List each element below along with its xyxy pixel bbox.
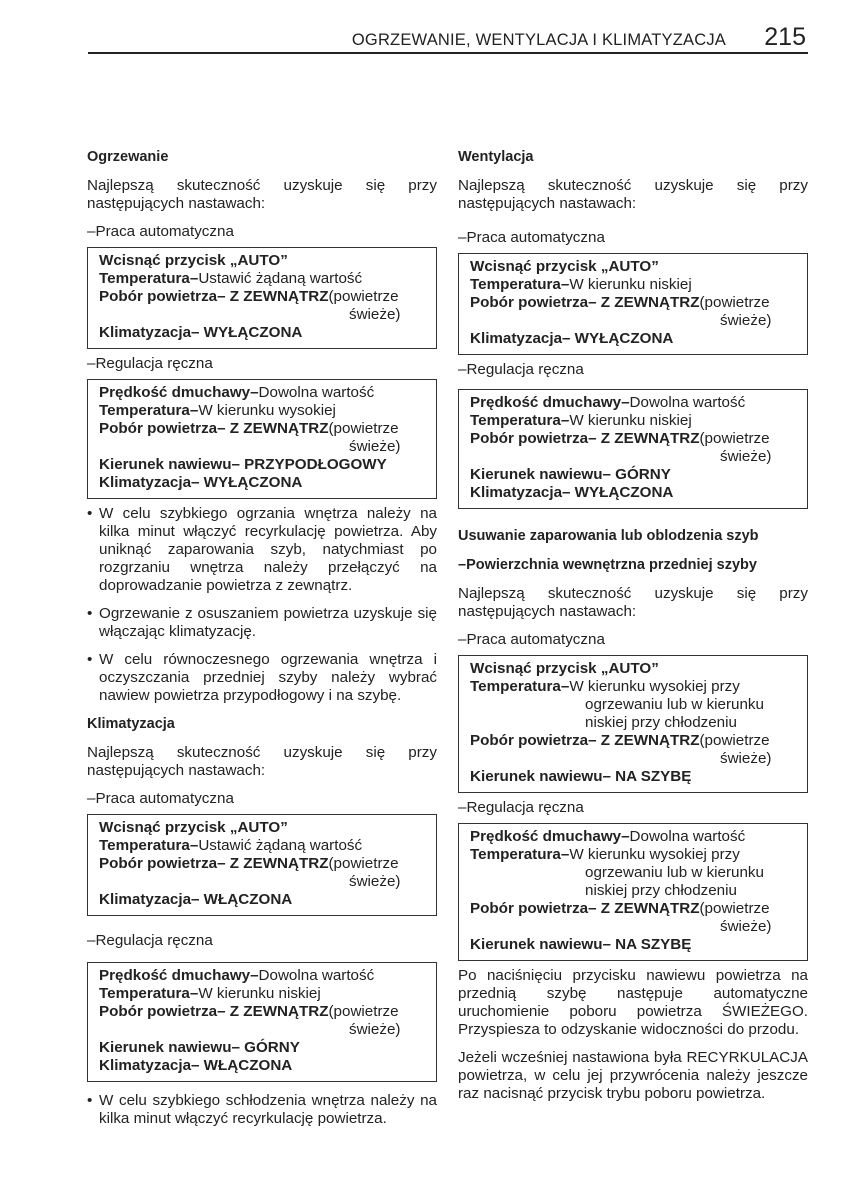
box-line: Klimatyzacja– WYŁĄCZONA (99, 474, 303, 491)
box-value: Dowolna wartość (258, 384, 375, 401)
right-column (458, 148, 808, 1113)
box-line: Wcisnąć przycisk „AUTO” (99, 819, 288, 836)
ac-manual-box (87, 962, 437, 1082)
defog-heading: Usuwanie zaparowania lub oblodzenia szyb (458, 528, 759, 544)
box-line: Wcisnąć przycisk „AUTO” (470, 258, 659, 275)
box-key: Pobór powietrza– Z ZEWNĄTRZ (99, 1003, 329, 1020)
box-continuation: ogrzewaniu lub w kierunku (585, 696, 764, 713)
box-line: Wcisnąć przycisk „AUTO” (470, 660, 659, 677)
box-key: Temperatura– (470, 678, 570, 695)
box-continuation: świeże) (720, 918, 772, 935)
heating-manual-box (87, 379, 437, 499)
box-continuation: świeże) (349, 1021, 401, 1038)
box-key: Pobór powietrza– Z ZEWNĄTRZ (470, 294, 700, 311)
box-value: W kierunku niskiej (569, 412, 692, 429)
box-continuation: świeże) (720, 448, 772, 465)
box-value: (powietrze (699, 430, 770, 447)
heating-manual-label: –Regulacja ręczna (87, 355, 213, 372)
box-value: Ustawić żądaną wartość (198, 270, 363, 287)
box-line: Kierunek nawiewu– GÓRNY (99, 1039, 300, 1056)
box-line: Kierunek nawiewu– PRZYPODŁOGOWY (99, 456, 387, 473)
box-line: Kierunek nawiewu– GÓRNY (470, 466, 671, 483)
page-number: 215 (764, 23, 806, 51)
box-continuation: świeże) (349, 873, 401, 890)
box-value: W kierunku wysokiej przy (569, 678, 740, 695)
box-key: Prędkość dmuchawy– (470, 394, 630, 411)
bullet-item: • W celu szybkiego schłodzenia wnętrza należy na kilka minut włączyć recyrkulację powietrza. (87, 1092, 437, 1128)
box-value: W kierunku niskiej (198, 985, 321, 1002)
box-line: Wcisnąć przycisk „AUTO” (99, 252, 288, 269)
bullet-item: • W celu równoczesnego ogrzewania wnętrza i oczyszczania przedniej szyby należy wybrać nawiew powietrza przypodłogowy i na szybę. (87, 651, 437, 705)
box-value: (powietrze (328, 855, 399, 872)
ventilation-heading: Wentylacja (458, 149, 534, 165)
box-line: Klimatyzacja– WŁĄCZONA (99, 891, 293, 908)
box-key: Temperatura– (470, 276, 570, 293)
defog-auto-label: –Praca automatyczna (458, 631, 605, 648)
ac-auto-label: –Praca automatyczna (87, 790, 234, 807)
box-continuation: świeże) (349, 438, 401, 455)
box-value: Ustawić żądaną wartość (198, 837, 363, 854)
box-value: (powietrze (699, 732, 770, 749)
box-key: Temperatura– (470, 846, 570, 863)
box-key: Temperatura– (470, 412, 570, 429)
chapter-title: OGRZEWANIE, WENTYLACJA I KLIMATYZACJA (351, 31, 726, 49)
box-continuation: niskiej przy chłodzeniu (585, 882, 737, 899)
ac-intro: Najlepszą skuteczność uzyskuje się przy następujących nastawach: (87, 744, 437, 779)
box-key: Pobór powietrza– Z ZEWNĄTRZ (99, 855, 329, 872)
box-value: (powietrze (699, 294, 770, 311)
box-value: Dowolna wartość (629, 828, 746, 845)
defog-note-2: Jeżeli wcześniej nastawiona była RECYRKULACJA powietrza, w celu jej przywrócenia należy jeszcze raz nacisnąć przycisk trybu poboru powietrza. (458, 1049, 808, 1102)
box-key: Temperatura– (99, 270, 199, 287)
defog-auto-box (458, 655, 808, 793)
defog-note-1: Po naciśnięciu przycisku nawiewu powietrza na przednią szybę następuje automatyczne uruchomienie poboru powietrza ŚWIEŻEGO. Przyspiesza to odzyskanie widoczności do przodu. (458, 967, 808, 1038)
heating-intro: Najlepszą skuteczność uzyskuje się przy następujących nastawach: (87, 177, 437, 212)
box-continuation: ogrzewaniu lub w kierunku (585, 864, 764, 881)
box-value: Dowolna wartość (258, 967, 375, 984)
box-key: Pobór powietrza– Z ZEWNĄTRZ (470, 900, 700, 917)
left-column (87, 148, 437, 1138)
ac-auto-box (87, 814, 437, 916)
box-continuation: świeże) (349, 306, 401, 323)
box-value: Dowolna wartość (629, 394, 746, 411)
box-line: Klimatyzacja– WYŁĄCZONA (99, 324, 303, 341)
ventilation-auto-box (458, 253, 808, 355)
defog-subheading: –Powierzchnia wewnętrzna przedniej szyby (458, 557, 757, 573)
box-value: W kierunku niskiej (569, 276, 692, 293)
box-value: W kierunku wysokiej przy (569, 846, 740, 863)
box-key: Temperatura– (99, 837, 199, 854)
ac-manual-label: –Regulacja ręczna (87, 932, 213, 949)
box-key: Pobór powietrza– Z ZEWNĄTRZ (470, 732, 700, 749)
box-line: Klimatyzacja– WŁĄCZONA (99, 1057, 293, 1074)
ventilation-auto-label: –Praca automatyczna (458, 229, 605, 246)
bullet-item: • W celu szybkiego ogrzania wnętrza należy na kilka minut włączyć recyrkulację powietrza. Aby uniknąć zaparowania szyb, natychmiast po rozgrzaniu wnętrza należy przełączyć na doprowadzanie powietrza z zewnątrz. (87, 505, 437, 595)
box-continuation: świeże) (720, 750, 772, 767)
box-value: (powietrze (699, 900, 770, 917)
box-value: W kierunku wysokiej (198, 402, 336, 419)
ventilation-manual-label: –Regulacja ręczna (458, 361, 584, 378)
box-value: (powietrze (328, 1003, 399, 1020)
box-key: Temperatura– (99, 402, 199, 419)
box-line: Klimatyzacja– WYŁĄCZONA (470, 484, 674, 501)
ventilation-intro: Najlepszą skuteczność uzyskuje się przy następujących nastawach: (458, 177, 808, 212)
box-line: Kierunek nawiewu– NA SZYBĘ (470, 768, 692, 785)
ventilation-manual-box (458, 389, 808, 509)
heating-auto-box (87, 247, 437, 349)
box-continuation: świeże) (720, 312, 772, 329)
defog-manual-label: –Regulacja ręczna (458, 799, 584, 816)
page-header (88, 23, 808, 54)
ac-heading: Klimatyzacja (87, 716, 175, 732)
box-key: Pobór powietrza– Z ZEWNĄTRZ (470, 430, 700, 447)
box-key: Prędkość dmuchawy– (99, 384, 259, 401)
box-key: Prędkość dmuchawy– (99, 967, 259, 984)
box-key: Temperatura– (99, 985, 199, 1002)
box-value: (powietrze (328, 420, 399, 437)
box-key: Pobór powietrza– Z ZEWNĄTRZ (99, 288, 329, 305)
defog-manual-box (458, 823, 808, 961)
box-key: Pobór powietrza– Z ZEWNĄTRZ (99, 420, 329, 437)
box-key: Prędkość dmuchawy– (470, 828, 630, 845)
box-continuation: niskiej przy chłodzeniu (585, 714, 737, 731)
heating-heading: Ogrzewanie (87, 149, 169, 165)
heating-auto-label: –Praca automatyczna (87, 223, 234, 240)
box-line: Klimatyzacja– WYŁĄCZONA (470, 330, 674, 347)
box-value: (powietrze (328, 288, 399, 305)
defog-intro: Najlepszą skuteczność uzyskuje się przy następujących nastawach: (458, 585, 808, 620)
bullet-item: • Ogrzewanie z osuszaniem powietrza uzyskuje się włączając klimatyzację. (87, 605, 437, 641)
box-line: Kierunek nawiewu– NA SZYBĘ (470, 936, 692, 953)
